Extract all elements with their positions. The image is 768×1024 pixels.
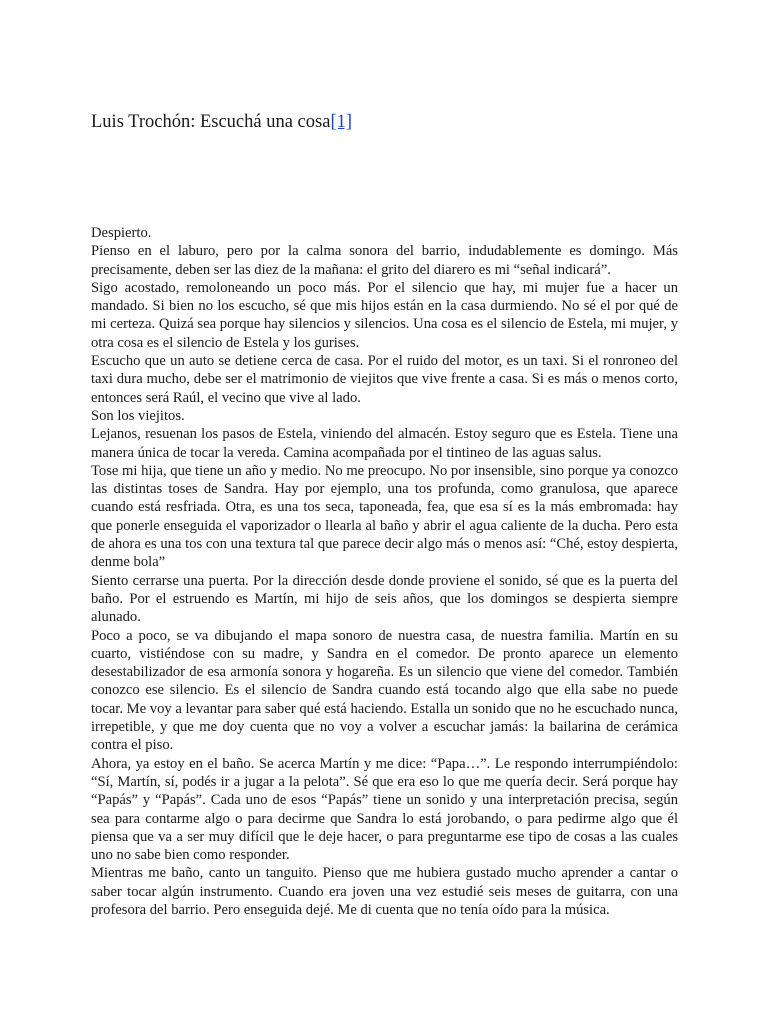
paragraph: Siento cerrarse una puerta. Por la dirección desde donde proviene el sonido, sé que es la puerta del baño. Por el estruendo es Martín, mi hijo de seis años, que los domingos se despierta siempre alunado. <box>91 572 678 626</box>
paragraph: Lejanos, resuenan los pasos de Estela, viniendo del almacén. Estoy seguro que es Estela. Tiene una manera única de tocar la vereda. Camina acompañada por el tintineo de las aguas salus. <box>91 426 678 461</box>
paragraph: Mientras me baño, canto un tanguito. Pienso que me hubiera gustado mucho aprender a cantar o saber tocar algún instrumento. Cuando era joven una vez estudié seis meses de guitarra, con una profesora del barrio. Pero enseguida dejé. Me di cuenta que no tenía oído para la música. <box>91 865 678 918</box>
paragraph: Sigo acostado, remoloneando un poco más. Por el silencio que hay, mi mujer fue a hacer un mandado. Si bien no los escucho, sé que mis hijos están en la casa durmiendo. No sé el por qué de mi certeza. Quizá sea porque hay silencios y silencios. Una cosa es el silencio de Estela, mi mujer, y otra cosa es el silencio de Estela y los gurises. <box>91 279 678 351</box>
document-title <box>91 110 681 134</box>
paragraph: Escucho que un auto se detiene cerca de casa. Por el ruido del motor, es un taxi. Si el ronroneo del taxi dura mucho, debe ser el matrimonio de viejitos que vive frente a casa. Si es más o menos corto, entonces será Raúl, el vecino que vive al lado. <box>91 353 678 406</box>
paragraph: Ahora, ya estoy en el baño. Se acerca Martín y me dice: “Papa…”. Le respondo interrumpiéndolo: “Sí, Martín, sí, podés ir a jugar a la pelota”. Sé que era eso lo que me quería decir. Será porque hay “Papás” y “Papás”. Cada uno de esos “Papás” tiene un sonido y una interpretación precisa, según sea para contarme algo o para decirme que Sandra lo está jorobando, o para pedirme algo que él piensa que va a ser muy difícil que le deje hacer, o para preguntarme ese tipo de cosas a las cuales uno no sabe bien como responder. <box>91 755 678 864</box>
paragraph: Poco a poco, se va dibujando el mapa sonoro de nuestra casa, de nuestra familia. Martín en su cuarto, vistiéndose con su madre, y Sandra en el comedor. De pronto aparece un elemento desestabilizador de esa armonía sonora y hogareña. Es un silencio que viene del comedor. También conozco ese silencio. Es el silencio de Sandra cuando está tocando algo que ella sabe no puede tocar. Me voy a levantar para saber qué está haciendo. Estalla un sonido que no he escuchado nunca, irrepetible, y que me doy cuenta que no voy a volver a escuchar jamás: la bailarina de cerámica contra el piso. <box>91 627 678 754</box>
paragraph: Tose mi hija, que tiene un año y medio. No me preocupo. No por insensible, sino porque ya conozco las distintas toses de Sandra. Hay por ejemplo, una tos profunda, como granulosa, que aparece cuando está resfriada. Otra, es una tos seca, taponeada, fea, que esa sí es la más embromada: hay que ponerle enseguida el vaporizador o llearla al baño y abrir el agua caliente de la ducha. Pero esta de ahora es una tos con una textura tal que parece decir algo más o menos así: “Ché, estoy despierta, denme bola” <box>91 462 678 571</box>
title-text: Luis Trochón: Escuchá una cosa <box>91 112 331 132</box>
footnote-link[interactable]: [1] <box>330 112 353 132</box>
paragraph: Son los viejitos. <box>91 407 185 424</box>
document-body <box>91 224 678 919</box>
paragraph: Despierto. <box>91 225 152 241</box>
paragraph: Pienso en el laburo, pero por la calma sonora del barrio, indudablemente es domingo. Más precisamente, deben ser las diez de la mañana: el grito del diarero es mi “señal indicará”. <box>91 243 678 278</box>
